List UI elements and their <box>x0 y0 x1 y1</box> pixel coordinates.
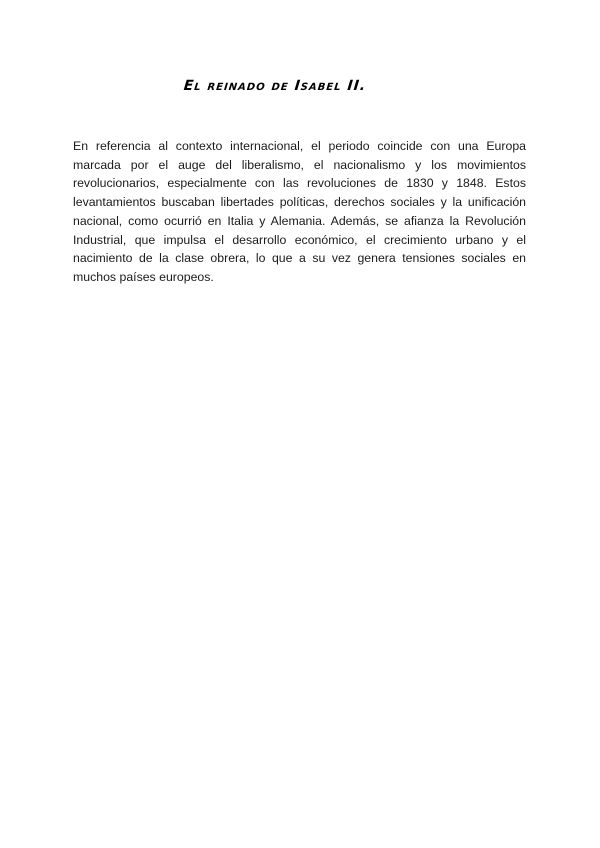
document-title: El reinado de Isabel II. <box>182 78 368 94</box>
body-paragraph: En referencia al contexto internacional, el periodo coincide con una Europa marcada por el auge del liberalismo, el nacionalismo y los movimientos revolucionarios, especialmente con las revoluciones de 1830 y 1848. Estos levantamientos buscaban libertades políticas, derechos sociales y la unificación nacional, como ocurrió en Italia y Alemania. Además, se afianza la Revolución Industrial, que impulsa el desarrollo económico, el crecimiento urbano y el nacimiento de la clase obrera, lo que a su vez genera tensiones sociales en muchos países europeos. <box>73 139 526 284</box>
